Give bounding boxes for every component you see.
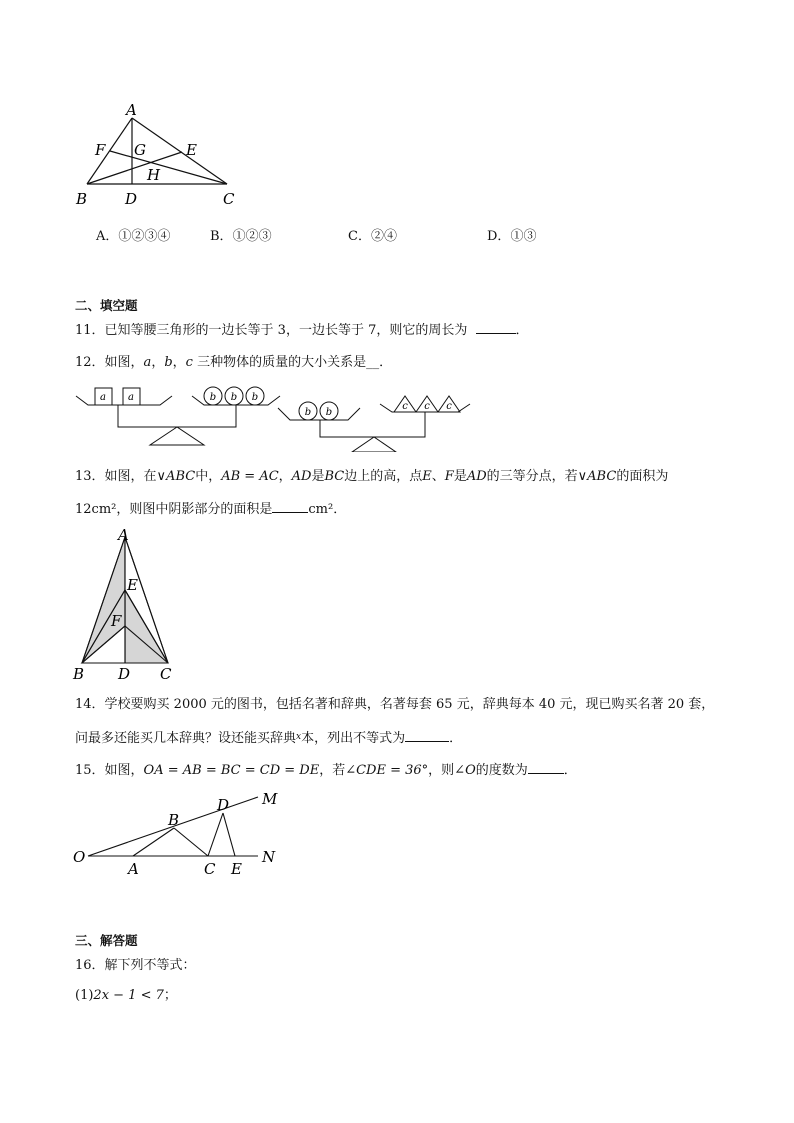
figure-triangle-cevians xyxy=(70,100,250,212)
q15-text: ，若 xyxy=(319,763,346,778)
q16-inequality: 2x − 1 < 7 xyxy=(93,988,164,1003)
label-C: C xyxy=(223,190,235,208)
q15-answer-blank[interactable] xyxy=(528,761,564,774)
question-13-line2 xyxy=(75,500,346,518)
option-a[interactable] xyxy=(96,229,170,245)
segment-de xyxy=(223,813,235,856)
scale1-left-pan xyxy=(76,396,172,405)
label-M: M xyxy=(262,790,278,808)
q13-text: 的面积为 xyxy=(616,469,669,484)
label-b: b xyxy=(230,392,238,403)
label-B: B xyxy=(73,665,85,682)
label-b: b xyxy=(209,392,217,403)
label-C: C xyxy=(204,860,216,878)
label-N: N xyxy=(262,848,276,866)
q16-end: ； xyxy=(163,988,177,1003)
q14-answer-blank[interactable] xyxy=(405,729,449,742)
q14-text: 问最多还能买几本辞典？设还能买辞典 xyxy=(75,731,297,746)
label-E: E xyxy=(127,576,138,594)
scale1-fulcrum xyxy=(150,427,204,445)
label-A: A xyxy=(128,860,139,878)
q12-var-a: a xyxy=(143,355,152,370)
option-b[interactable] xyxy=(210,229,272,245)
label-C: C xyxy=(160,665,172,682)
figure-isosceles-shaded xyxy=(70,526,180,682)
q12-sep: ， xyxy=(151,355,165,370)
q13-area: 12cm² xyxy=(75,502,117,517)
label-D: D xyxy=(125,190,138,208)
label-b: b xyxy=(325,407,333,418)
scale2-fulcrum xyxy=(352,437,396,452)
question-13-line1 xyxy=(75,469,668,485)
segment-bc xyxy=(174,828,208,856)
question-14-line2 xyxy=(75,729,462,747)
option-text: ①③ xyxy=(510,229,537,244)
label-c: c xyxy=(424,401,430,412)
label-B: B xyxy=(168,811,180,829)
q13-math: E xyxy=(422,469,432,484)
q15-end: ． xyxy=(563,763,577,778)
q13-math: F xyxy=(444,469,454,484)
q13-math: ∨ABC xyxy=(577,469,617,484)
figure-rays-isosceles-chain xyxy=(70,788,290,880)
q13-text: 边上的高，点 xyxy=(344,469,423,484)
label-F: F xyxy=(111,612,122,630)
figure-balance-scales xyxy=(70,380,480,452)
side-ab xyxy=(87,118,132,184)
q13-text: 、 xyxy=(431,469,445,484)
q15-text: ，则 xyxy=(428,763,455,778)
q13-text: 13．如图，在 xyxy=(75,469,157,484)
q11-text: 11．已知等腰三角形的一边长等于 3，一边长等于 7，则它的周长为 xyxy=(75,323,468,338)
question-15 xyxy=(75,761,577,779)
q13-text: ， xyxy=(278,469,292,484)
q13-end: ． xyxy=(333,502,347,517)
option-d[interactable] xyxy=(487,229,536,245)
q13-text: ，则图中阴影部分的面积是 xyxy=(116,502,273,517)
q13-unit: cm² xyxy=(308,502,334,517)
section-title-fill-in: 二、填空题 xyxy=(75,298,138,313)
q11-end: ． xyxy=(515,323,529,338)
option-letter: C． xyxy=(348,229,371,244)
q15-math: OA = AB = BC = CD = DE xyxy=(143,763,320,778)
label-E: E xyxy=(231,860,242,878)
q13-text: 是 xyxy=(453,469,467,484)
q13-answer-blank[interactable] xyxy=(272,500,308,513)
question-12 xyxy=(75,355,392,371)
q13-math: AD xyxy=(291,469,312,484)
q12-prefix: 12．如图， xyxy=(75,355,144,370)
q12-var-b: b xyxy=(164,355,173,370)
option-letter: A． xyxy=(96,229,119,244)
label-D: D xyxy=(217,796,230,814)
scale2-left-pan xyxy=(278,408,360,420)
q13-text: 中， xyxy=(195,469,222,484)
q15-text: 的度数为 xyxy=(475,763,528,778)
q15-math: ∠O xyxy=(454,763,476,778)
question-16-part1 xyxy=(75,988,177,1004)
label-G: G xyxy=(134,141,146,159)
q13-math: AB = AC xyxy=(221,469,279,484)
option-letter: D． xyxy=(487,229,511,244)
q12-var-c: c xyxy=(185,355,193,370)
label-b: b xyxy=(251,392,259,403)
q13-math: AD xyxy=(466,469,487,484)
segment-cd xyxy=(208,813,223,856)
label-F: F xyxy=(95,141,106,159)
label-O: O xyxy=(73,848,86,866)
q12-suffix: 三种物体的质量的大小关系是__． xyxy=(192,355,393,370)
label-c: c xyxy=(446,401,452,412)
label-c: c xyxy=(402,401,408,412)
label-D: D xyxy=(118,665,131,682)
q11-answer-blank[interactable] xyxy=(476,321,516,334)
label-B: B xyxy=(76,190,88,208)
q15-text: 15．如图， xyxy=(75,763,144,778)
label-H: H xyxy=(147,166,161,184)
q14-end: ． xyxy=(449,731,463,746)
label-a: a xyxy=(100,392,106,403)
label-E: E xyxy=(186,141,197,159)
label-A: A xyxy=(126,101,137,119)
option-text: ①②③④ xyxy=(118,229,171,244)
q13-text: 是 xyxy=(311,469,325,484)
scale2-beam xyxy=(320,412,425,437)
scale1-beam xyxy=(118,405,236,427)
option-text: ②④ xyxy=(370,229,397,244)
q16-sub-number: (1) xyxy=(75,988,94,1003)
segment-ab xyxy=(133,828,174,856)
label-A: A xyxy=(118,526,129,544)
q13-text: 的三等分点，若 xyxy=(486,469,578,484)
q13-math: ∨ABC xyxy=(156,469,196,484)
q13-math: BC xyxy=(324,469,345,484)
q12-sep: ， xyxy=(172,355,186,370)
label-a: a xyxy=(128,392,134,403)
option-c[interactable] xyxy=(348,229,397,245)
question-14-line1: 14．学校要购买 2000 元的图书，包括名著和辞典，名著每套 65 元，辞典每本 40 元，现已购买名著 20 套， xyxy=(75,697,715,712)
q14-text: 本，列出不等式为 xyxy=(301,731,406,746)
question-16: 16．解下列不等式： xyxy=(75,958,196,973)
q15-math: ∠CDE = 36° xyxy=(345,763,429,778)
section-title-solutions: 三、解答题 xyxy=(75,933,138,948)
q14-var-x: x xyxy=(296,732,302,742)
question-11 xyxy=(75,321,529,339)
option-letter: B． xyxy=(210,229,233,244)
label-b: b xyxy=(304,407,312,418)
option-text: ①②③ xyxy=(232,229,272,244)
